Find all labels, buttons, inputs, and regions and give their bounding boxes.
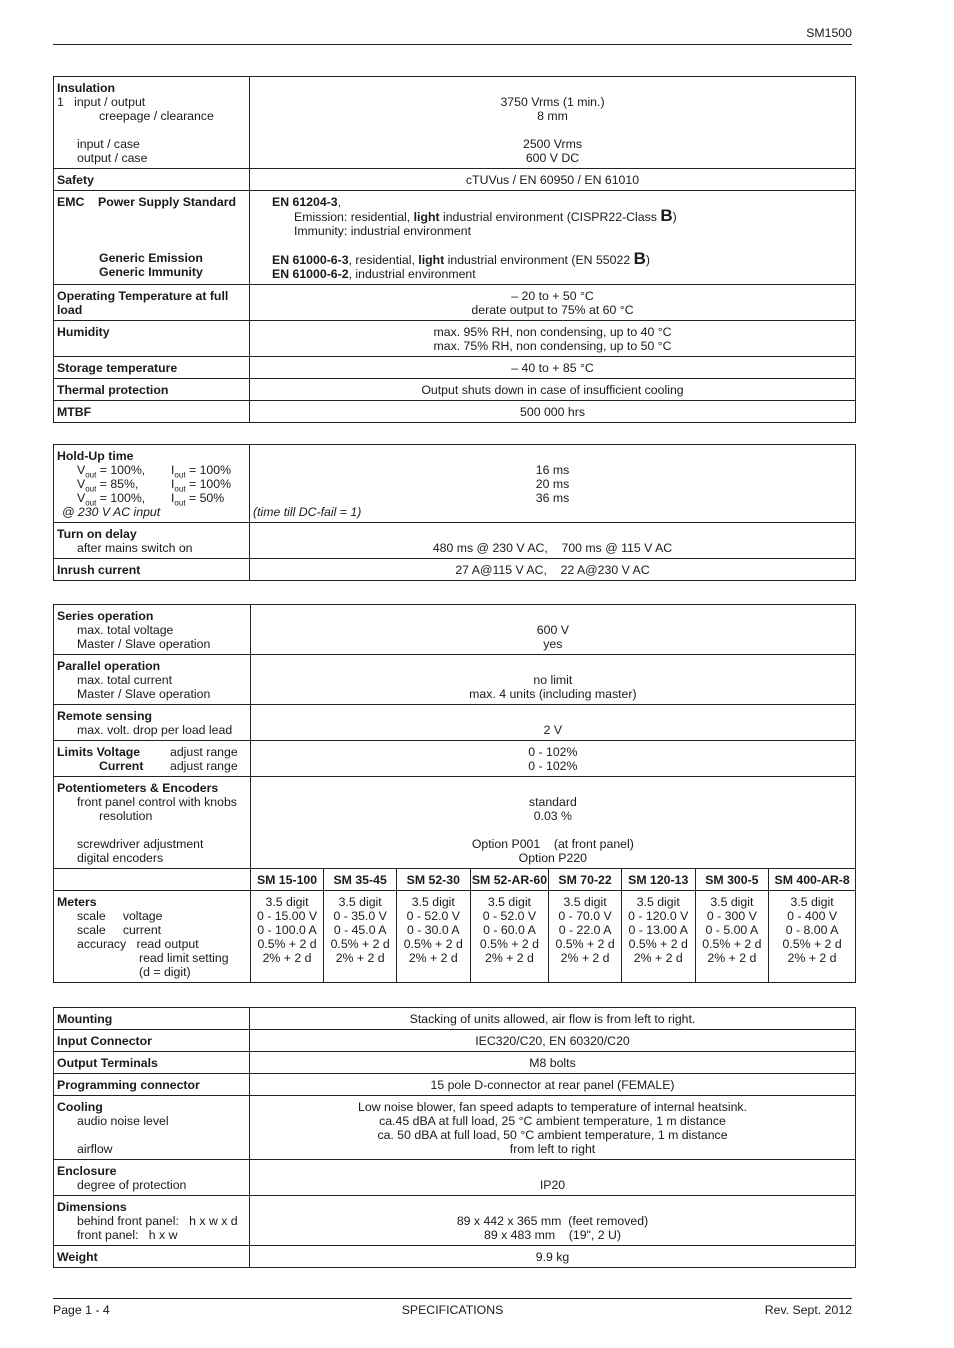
mounting-row: [54, 1008, 856, 1030]
meter-vscale: 0 - 400 V: [787, 909, 838, 923]
meters-row: [54, 891, 856, 983]
v-sym: V: [77, 463, 86, 477]
emc-label: EMC: [57, 195, 85, 209]
pots-v2: 0.03 %: [533, 809, 572, 823]
revision: Rev. Sept. 2012: [764, 1303, 852, 1317]
storage-label: Storage temperature: [54, 357, 250, 379]
meters-digit-note: (d = digit): [139, 965, 191, 979]
series-l2: Master / Slave operation: [77, 637, 211, 651]
meter-acc-out: 0.5% + 2 d: [330, 937, 390, 951]
input-connector-value: IEC320/C20, EN 60320/C20: [250, 1030, 856, 1052]
meter-iscale: 0 - 30.0 A: [406, 923, 460, 937]
dimensions-row: [54, 1196, 856, 1246]
mtbf-label: MTBF: [54, 401, 250, 423]
inrush-label: Inrush current: [54, 559, 250, 581]
emc-std-61000-6-3: EN 61000-6-3: [272, 253, 349, 267]
weight-row: [54, 1246, 856, 1268]
page-number: Page 1 - 4: [53, 1303, 110, 1317]
holdup-cond-2: $V_{out} = 85\%$, $I_{out} = 100\%$: [77, 477, 232, 494]
series-title: Series operation: [57, 609, 154, 623]
insulation-output-case-label: output / case: [77, 151, 148, 165]
meter-col-3: [396, 891, 470, 983]
dimensions-l2: front panel: h x w: [77, 1228, 178, 1242]
humidity-v2: max. 75% RH, non condensing, up to 50 °C: [433, 339, 672, 353]
holdup-dc-note: (time till DC-fail = 1): [253, 505, 362, 519]
emc-std-61000-6-2: EN 61000-6-2: [272, 267, 349, 281]
cooling-v1: Low noise blower, fan speed adapts to temperature of internal heatsink.: [358, 1100, 747, 1114]
emc-row: [54, 191, 856, 285]
meter-col-2: [324, 891, 397, 983]
emc-std2-pre: , residential,: [348, 253, 419, 267]
op-temp-derate: derate output to 75% at 60 °C: [471, 303, 634, 317]
meter-col-1: [250, 891, 324, 983]
holdup-title: Hold-Up time: [57, 449, 134, 463]
meter-iscale: 0 - 8.00 A: [785, 923, 839, 937]
series-row: [54, 605, 856, 655]
i-sym: I: [171, 491, 175, 505]
cooling-v4: from left to right: [509, 1142, 596, 1156]
meter-col-7: [695, 891, 769, 983]
i-sym: I: [171, 463, 175, 477]
enclosure-title: Enclosure: [57, 1164, 117, 1178]
thermal-label: Thermal protection: [54, 379, 250, 401]
mtbf-row: [54, 401, 856, 423]
holdup-row: [54, 445, 856, 523]
turnon-sub: after mains switch on: [77, 541, 193, 555]
thermal-value: Output shuts down in case of insufficient cooling: [250, 379, 856, 401]
model-header: SM 120-13: [621, 869, 695, 891]
limits-v2: 0 - 102%: [528, 759, 578, 773]
meters-scale-1: scale: [77, 909, 106, 923]
meter-acc-limit: 2% + 2 d: [485, 951, 534, 965]
v-sub: out: [85, 484, 97, 494]
meters-current: current: [122, 923, 162, 937]
insulation-num: 1: [57, 95, 64, 109]
model-header: SM 52-30: [396, 869, 470, 891]
limits-v1: 0 - 102%: [528, 745, 578, 759]
remote-title: Remote sensing: [57, 709, 152, 723]
limits-adjust-2: adjust range: [170, 759, 238, 773]
emc-std3-tail: , industrial environment: [348, 267, 476, 281]
mounting-label: Mounting: [54, 1008, 250, 1030]
op-temp-row: [54, 285, 856, 321]
remote-l1: max. volt. drop per load lead: [77, 723, 233, 737]
limits-current-label: Current: [99, 759, 144, 773]
storage-value: – 40 to + 85 °C: [250, 357, 856, 379]
general-specs-table: [53, 76, 856, 423]
operation-table: [53, 604, 856, 983]
output-terminals-row: [54, 1052, 856, 1074]
meter-acc-out: 0.5% + 2 d: [702, 937, 762, 951]
insulation-io-label: input / output: [74, 95, 146, 109]
meter-acc-out: 0.5% + 2 d: [555, 937, 615, 951]
holdup-cond-3: $V_{out} = 100\%$, $I_{out} = 50\%$: [77, 491, 225, 508]
op-temp-range: – 20 to + 50 °C: [511, 289, 594, 303]
pots-v1: standard: [528, 795, 577, 809]
programming-connector-row: [54, 1074, 856, 1096]
meters-read-output: read output: [136, 937, 199, 951]
limits-adjust-1: adjust range: [170, 745, 238, 759]
pots-v4: Option P220: [518, 851, 588, 865]
section-title: SPECIFICATIONS: [401, 1303, 504, 1317]
meter-acc-limit: 2% + 2 d: [707, 951, 757, 965]
parallel-l1: max. total current: [77, 673, 172, 687]
meter-acc-out: 0.5% + 2 d: [782, 937, 842, 951]
dimensions-l1: behind front panel: h x w x d: [77, 1214, 238, 1228]
insulation-title: Insulation: [57, 81, 116, 95]
safety-label: Safety: [54, 169, 250, 191]
dimensions-v1: 89 x 442 x 365 mm (feet removed): [456, 1214, 649, 1228]
pots-l2: resolution: [99, 809, 153, 823]
pots-v3: Option P001 (at front panel): [471, 837, 634, 851]
series-v2: yes: [543, 637, 563, 651]
humidity-row: [54, 321, 856, 357]
holdup-v-3: 100%,: [110, 491, 146, 505]
emc-light-1: light: [413, 210, 440, 224]
emc-generic-immunity-label: Generic Immunity: [99, 265, 203, 279]
meter-col-6: [621, 891, 695, 983]
cooling-v3: ca. 50 dBA at full load, 50 °C ambient temperature, 1 m distance: [377, 1128, 728, 1142]
emc-generic-emission-label: Generic Emission: [99, 251, 203, 265]
i-sym: I: [171, 477, 175, 491]
humidity-label: Humidity: [54, 321, 250, 357]
emc-pss-label: Power Supply Standard: [98, 195, 237, 209]
programming-connector-value: 15 pole D-connector at rear panel (FEMALE): [250, 1074, 856, 1096]
parallel-v1: no limit: [533, 673, 573, 687]
i-sub: out: [174, 498, 186, 508]
holdup-input-note: @ 230 V AC input: [62, 505, 161, 519]
input-connector-label: Input Connector: [54, 1030, 250, 1052]
enclosure-l1: degree of protection: [77, 1178, 187, 1192]
mounting-value: Stacking of units allowed, air flow is from left to right.: [250, 1008, 856, 1030]
meter-vscale: 0 - 120.0 V: [628, 909, 689, 923]
insulation-input-case-label: input / case: [77, 137, 140, 151]
mechanical-table: [53, 1007, 856, 1268]
series-v1: 600 V: [536, 623, 569, 637]
dimensions-v2: 89 x 483 mm (19", 2 U): [484, 1228, 621, 1242]
holdup-cond-1: $V_{out} = 100\%$, $I_{out} = 100\%$: [77, 463, 232, 480]
meters-read-limit: read limit setting: [139, 951, 229, 965]
meter-res: 3.5 digit: [411, 895, 455, 909]
turnon-value: 480 ms @ 230 V AC, 700 ms @ 115 V AC: [432, 541, 673, 555]
cooling-v2: ca.45 dBA at full load, 25 °C ambient temperature, 1 m distance: [379, 1114, 726, 1128]
meter-res: 3.5 digit: [710, 895, 754, 909]
cooling-l2: airflow: [77, 1142, 113, 1156]
model-header: SM 15-100: [250, 869, 324, 891]
meter-acc-limit: 2% + 2 d: [633, 951, 683, 965]
meter-vscale: 0 - 15.00 V: [256, 909, 318, 923]
meter-acc-limit: 2% + 2 d: [560, 951, 610, 965]
holdup-value-2: 20 ms: [535, 477, 570, 491]
page-header: [53, 26, 852, 45]
meter-res: 3.5 digit: [563, 895, 607, 909]
emc-immunity-text: Immunity: industrial environment: [294, 224, 472, 238]
parallel-row: [54, 655, 856, 705]
meter-vscale: 0 - 52.0 V: [482, 909, 537, 923]
model-header: SM 300-5: [695, 869, 769, 891]
enclosure-v1: IP20: [539, 1178, 566, 1192]
holdup-value-3: 36 ms: [535, 491, 570, 505]
enclosure-row: [54, 1160, 856, 1196]
meter-acc-limit: 2% + 2 d: [408, 951, 458, 965]
op-temp-label: Operating Temperature at full load: [54, 285, 250, 321]
model-header-row: [54, 869, 856, 891]
meter-res: 3.5 digit: [790, 895, 834, 909]
emc-emission-text: Emission: residential,: [294, 210, 414, 224]
model-name: SM1500: [806, 26, 852, 40]
meter-col-4: [470, 891, 549, 983]
insulation-row: [54, 77, 856, 169]
limits-row: [54, 741, 856, 777]
emc-light-2: light: [418, 253, 445, 267]
v-sub: out: [85, 470, 97, 480]
safety-value: cTUVus / EN 60950 / EN 61010: [250, 169, 856, 191]
humidity-v1: max. 95% RH, non condensing, up to 40 °C: [433, 325, 672, 339]
insulation-output-case-value: 600 V DC: [525, 151, 580, 165]
meter-acc-limit: 2% + 2 d: [262, 951, 312, 965]
emc-std1-tail: ,: [337, 195, 342, 209]
remote-v1: 2 V: [543, 723, 563, 737]
cooling-l1: audio noise level: [77, 1114, 169, 1128]
meters-title: Meters: [57, 895, 97, 909]
thermal-row: [54, 379, 856, 401]
meter-iscale: 0 - 5.00 A: [705, 923, 759, 937]
meter-vscale: 0 - 52.0 V: [406, 909, 460, 923]
insulation-io-value: 3750 Vrms (1 min.): [500, 95, 605, 109]
output-terminals-label: Output Terminals: [54, 1052, 250, 1074]
limits-voltage-label: Limits Voltage: [57, 745, 141, 759]
pots-row: [54, 777, 856, 869]
pots-l3: screwdriver adjustment: [77, 837, 204, 851]
pots-l1: front panel control with knobs: [77, 795, 237, 809]
parallel-title: Parallel operation: [57, 659, 161, 673]
turnon-title: Turn on delay: [57, 527, 137, 541]
model-header: SM 52-AR-60: [470, 869, 549, 891]
emc-classb-1: B: [660, 206, 673, 225]
model-header: SM 400-AR-8: [769, 869, 856, 891]
meters-voltage: voltage: [122, 909, 163, 923]
meter-iscale: 0 - 13.00 A: [628, 923, 688, 937]
model-header: SM 70-22: [549, 869, 622, 891]
meter-vscale: 0 - 70.0 V: [558, 909, 612, 923]
holdup-i-1: 100%: [199, 463, 232, 477]
holdup-i-3: 50%: [199, 491, 225, 505]
cooling-title: Cooling: [57, 1100, 103, 1114]
emc-std-61204: EN 61204-3: [272, 195, 338, 209]
meter-vscale: 0 - 35.0 V: [333, 909, 387, 923]
meters-scale-2: scale: [77, 923, 106, 937]
meter-res: 3.5 digit: [636, 895, 680, 909]
holdup-value-1: 16 ms: [535, 463, 570, 477]
v-sym: V: [77, 477, 86, 491]
parallel-l2: Master / Slave operation: [77, 687, 211, 701]
v-sym: V: [77, 491, 86, 505]
holdup-v-2: 85%,: [110, 477, 139, 491]
meter-col-5: [549, 891, 622, 983]
i-sub: out: [174, 484, 186, 494]
meter-acc-out: 0.5% + 2 d: [403, 937, 463, 951]
emc-emission-post: industrial environment (CISPR22-Class: [439, 210, 661, 224]
emc-classb-2: B: [633, 249, 646, 268]
mtbf-value: 500 000 hrs: [250, 401, 856, 423]
insulation-input-case-value: 2500 Vrms: [522, 137, 582, 151]
dimensions-title: Dimensions: [57, 1200, 127, 1214]
meter-res: 3.5 digit: [338, 895, 382, 909]
emc-close-2: ): [645, 253, 650, 267]
meter-acc-limit: 2% + 2 d: [787, 951, 837, 965]
inrush-row: [54, 559, 856, 581]
i-sub: out: [174, 470, 186, 480]
meter-col-8: [769, 891, 856, 983]
parallel-v2: max. 4 units (including master): [469, 687, 637, 701]
programming-connector-label: Programming connector: [54, 1074, 250, 1096]
meter-acc-out: 0.5% + 2 d: [628, 937, 688, 951]
holdup-table: [53, 444, 856, 581]
insulation-creepage-value: 8 mm: [537, 109, 568, 123]
model-header: SM 35-45: [324, 869, 397, 891]
meter-res: 3.5 digit: [487, 895, 531, 909]
weight-label: Weight: [54, 1246, 250, 1268]
v-sub: out: [85, 498, 97, 508]
input-connector-row: [54, 1030, 856, 1052]
safety-row: [54, 169, 856, 191]
pots-l4: digital encoders: [77, 851, 164, 865]
page-footer: [53, 1298, 852, 1319]
meter-acc-out: 0.5% + 2 d: [479, 937, 540, 951]
turnon-row: [54, 523, 856, 559]
inrush-value: 27 A@115 V AC, 22 A@230 V AC: [250, 559, 856, 581]
remote-row: [54, 705, 856, 741]
weight-value: 9.9 kg: [250, 1246, 856, 1268]
output-terminals-value: M8 bolts: [250, 1052, 856, 1074]
cooling-row: [54, 1096, 856, 1160]
meter-iscale: 0 - 60.0 A: [483, 923, 536, 937]
emc-std2-post: industrial environment (EN 55022: [444, 253, 634, 267]
meter-iscale: 0 - 100.0 A: [257, 923, 317, 937]
pots-title: Potentiometers & Encoders: [57, 781, 219, 795]
meter-iscale: 0 - 45.0 A: [333, 923, 387, 937]
meter-iscale: 0 - 22.0 A: [558, 923, 612, 937]
series-l1: max. total voltage: [77, 623, 174, 637]
holdup-i-2: 100%: [199, 477, 232, 491]
emc-close-1: ): [672, 210, 677, 224]
meter-acc-limit: 2% + 2 d: [335, 951, 385, 965]
storage-row: [54, 357, 856, 379]
meters-accuracy: accuracy: [77, 937, 127, 951]
holdup-v-1: 100%,: [110, 463, 146, 477]
meter-res: 3.5 digit: [265, 895, 309, 909]
insulation-creepage-label: creepage / clearance: [99, 109, 214, 123]
meter-vscale: 0 - 300 V: [706, 909, 757, 923]
meter-acc-out: 0.5% + 2 d: [257, 937, 317, 951]
